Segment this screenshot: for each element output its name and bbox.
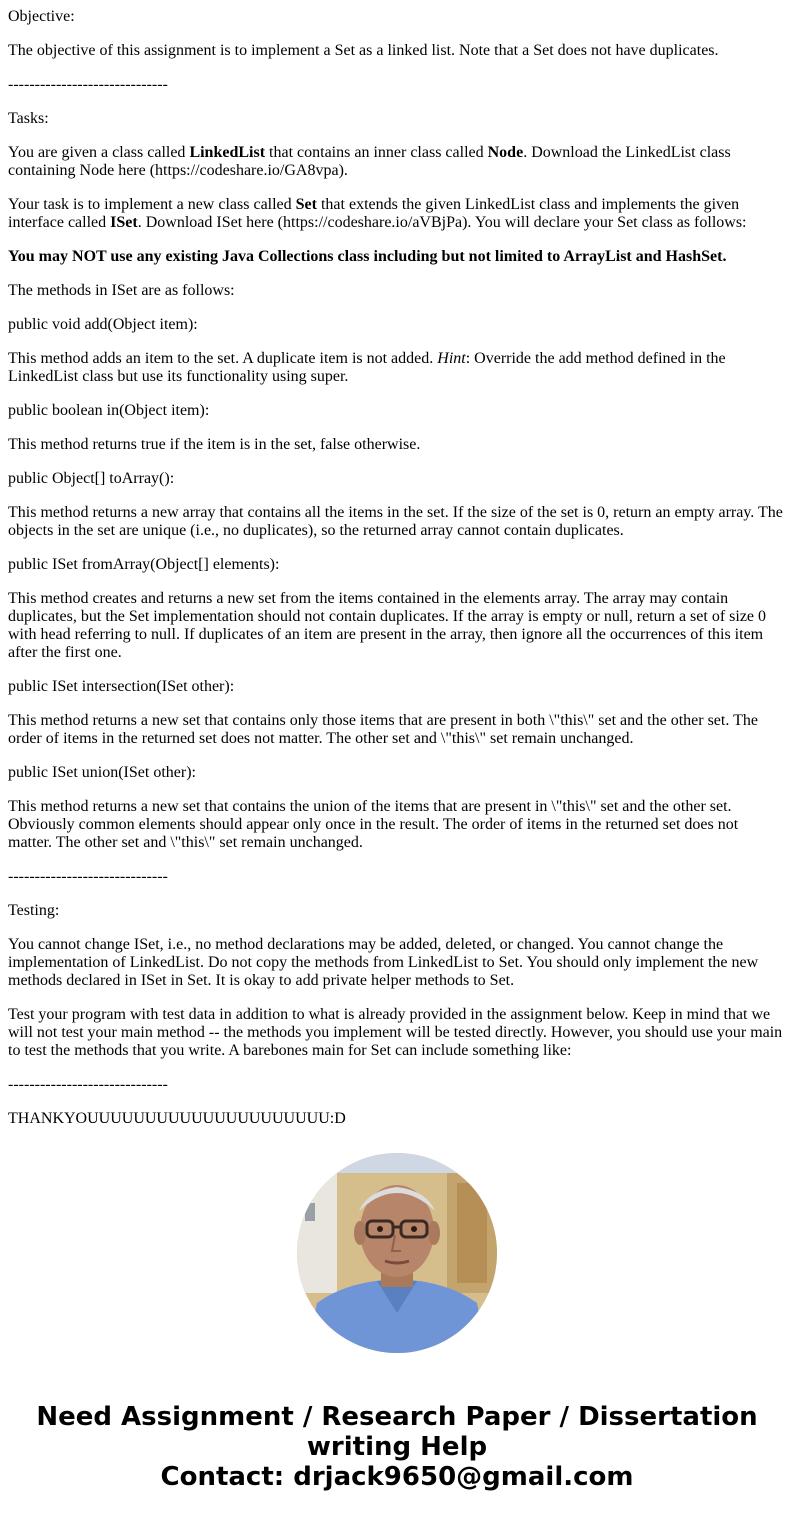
text-run: . Download ISet here (https://codeshare.io/aVBjPa). You will declare your Set class as follows: <box>137 214 747 231</box>
method-description-in: This method returns true if the item is in the set, false otherwise. <box>8 436 421 453</box>
separator: ------------------------------ <box>8 76 168 93</box>
method-description-fromarray: This method creates and returns a new set from the items contained in the elements array. The array may contain duplicates, but the Set implementation should not contain duplicates. If the array is empty or null, return a set of size 0 with head referring to null. If duplicates of an item are present in the array, then ignore all the occurrences of this item after the first one. <box>8 590 767 661</box>
restriction-notice <box>8 248 786 266</box>
closing-text: THANKYOUUUUUUUUUUUUUUUUUUUUU:D <box>8 1110 346 1123</box>
method-description-add <box>8 350 786 386</box>
method-signature-add: public void add(Object item): <box>8 316 198 333</box>
class-name-linkedlist: LinkedList <box>189 144 266 161</box>
method-description-union: This method returns a new set that contains the union of the items that are present in \"this\" set and the other set. Obviously common elements should appear only once in the result. The order of items in the returned set does not matter. The other set and \"this\" set remain unchanged. <box>8 798 739 851</box>
class-name-iset: ISet <box>110 214 138 231</box>
method-description-intersection: This method returns a new set that contains only those items that are present in both \"this\" set and the other set. The order of items in the returned set does not matter. The other set and \"this\" set remain unchanged. <box>8 712 758 747</box>
restriction-text: You may NOT use any existing Java Collections class including but not limited to ArrayList and HashSet. <box>8 248 727 265</box>
promo-banner <box>0 1402 794 1492</box>
avatar <box>297 1153 497 1353</box>
text-run: You are given a class called <box>8 144 190 161</box>
avatar-portrait-image <box>297 1153 497 1353</box>
method-signature-toarray: public Object[] toArray(): <box>8 470 175 487</box>
objective-text: The objective of this assignment is to implement a Set as a linked list. Note that a Set does not have duplicates. <box>8 42 719 59</box>
testing-paragraph-2: Test your program with test data in addition to what is already provided in the assignment below. Keep in mind that we will not test your main method -- the methods you implement will be tested directly. However, you should use your main to test the methods that you write. A barebones main for Set can include something like: <box>8 1006 783 1059</box>
assignment-document <box>8 8 786 1123</box>
text-run: This method adds an item to the set. A duplicate item is not added. <box>8 350 438 367</box>
promo-line-2: writing Help <box>306 1432 488 1462</box>
method-signature-in: public boolean in(Object item): <box>8 402 210 419</box>
tasks-paragraph-2 <box>8 196 786 232</box>
objective-heading: Objective: <box>8 8 75 25</box>
tasks-heading: Tasks: <box>8 110 49 127</box>
method-signature-fromarray: public ISet fromArray(Object[] elements): <box>8 556 280 573</box>
text-run: that extends the given LinkedList class and implements the given interface called <box>8 196 740 231</box>
methods-intro: The methods in ISet are as follows: <box>8 282 235 299</box>
hint-label: Hint <box>437 350 466 367</box>
class-name-set: Set <box>295 196 317 213</box>
text-run: . Download the LinkedList class containing Node here (https://codeshare.io/GA8vpa). <box>8 144 731 179</box>
separator: ------------------------------ <box>8 1076 168 1093</box>
testing-paragraph-1: You cannot change ISet, i.e., no method declarations may be added, deleted, or changed. You cannot change the implementation of LinkedList. Do not copy the methods from LinkedList to Set. You should only implement the new methods declared in ISet in Set. It is okay to add private helper methods to Set. <box>8 936 759 989</box>
promo-contact: Contact: drjack9650@gmail.com <box>160 1462 634 1492</box>
method-signature-union: public ISet union(ISet other): <box>8 764 196 781</box>
method-description-toarray: This method returns a new array that contains all the items in the set. If the size of the set is 0, return an empty array. The objects in the set are unique (i.e., no duplicates), so the returned array cannot contain duplicates. <box>8 504 783 539</box>
text-run: : Override the add method defined in the LinkedList class but use its functionality using super. <box>8 350 726 385</box>
promo-line-1: Need Assignment / Research Paper / Dissertation <box>36 1402 758 1432</box>
tasks-paragraph-1 <box>8 144 786 180</box>
text-run: that contains an inner class called <box>265 144 488 161</box>
method-signature-intersection: public ISet intersection(ISet other): <box>8 678 235 695</box>
separator: ------------------------------ <box>8 868 168 885</box>
class-name-node: Node <box>487 144 524 161</box>
testing-heading: Testing: <box>8 902 60 919</box>
text-run: Your task is to implement a new class called <box>8 196 296 213</box>
